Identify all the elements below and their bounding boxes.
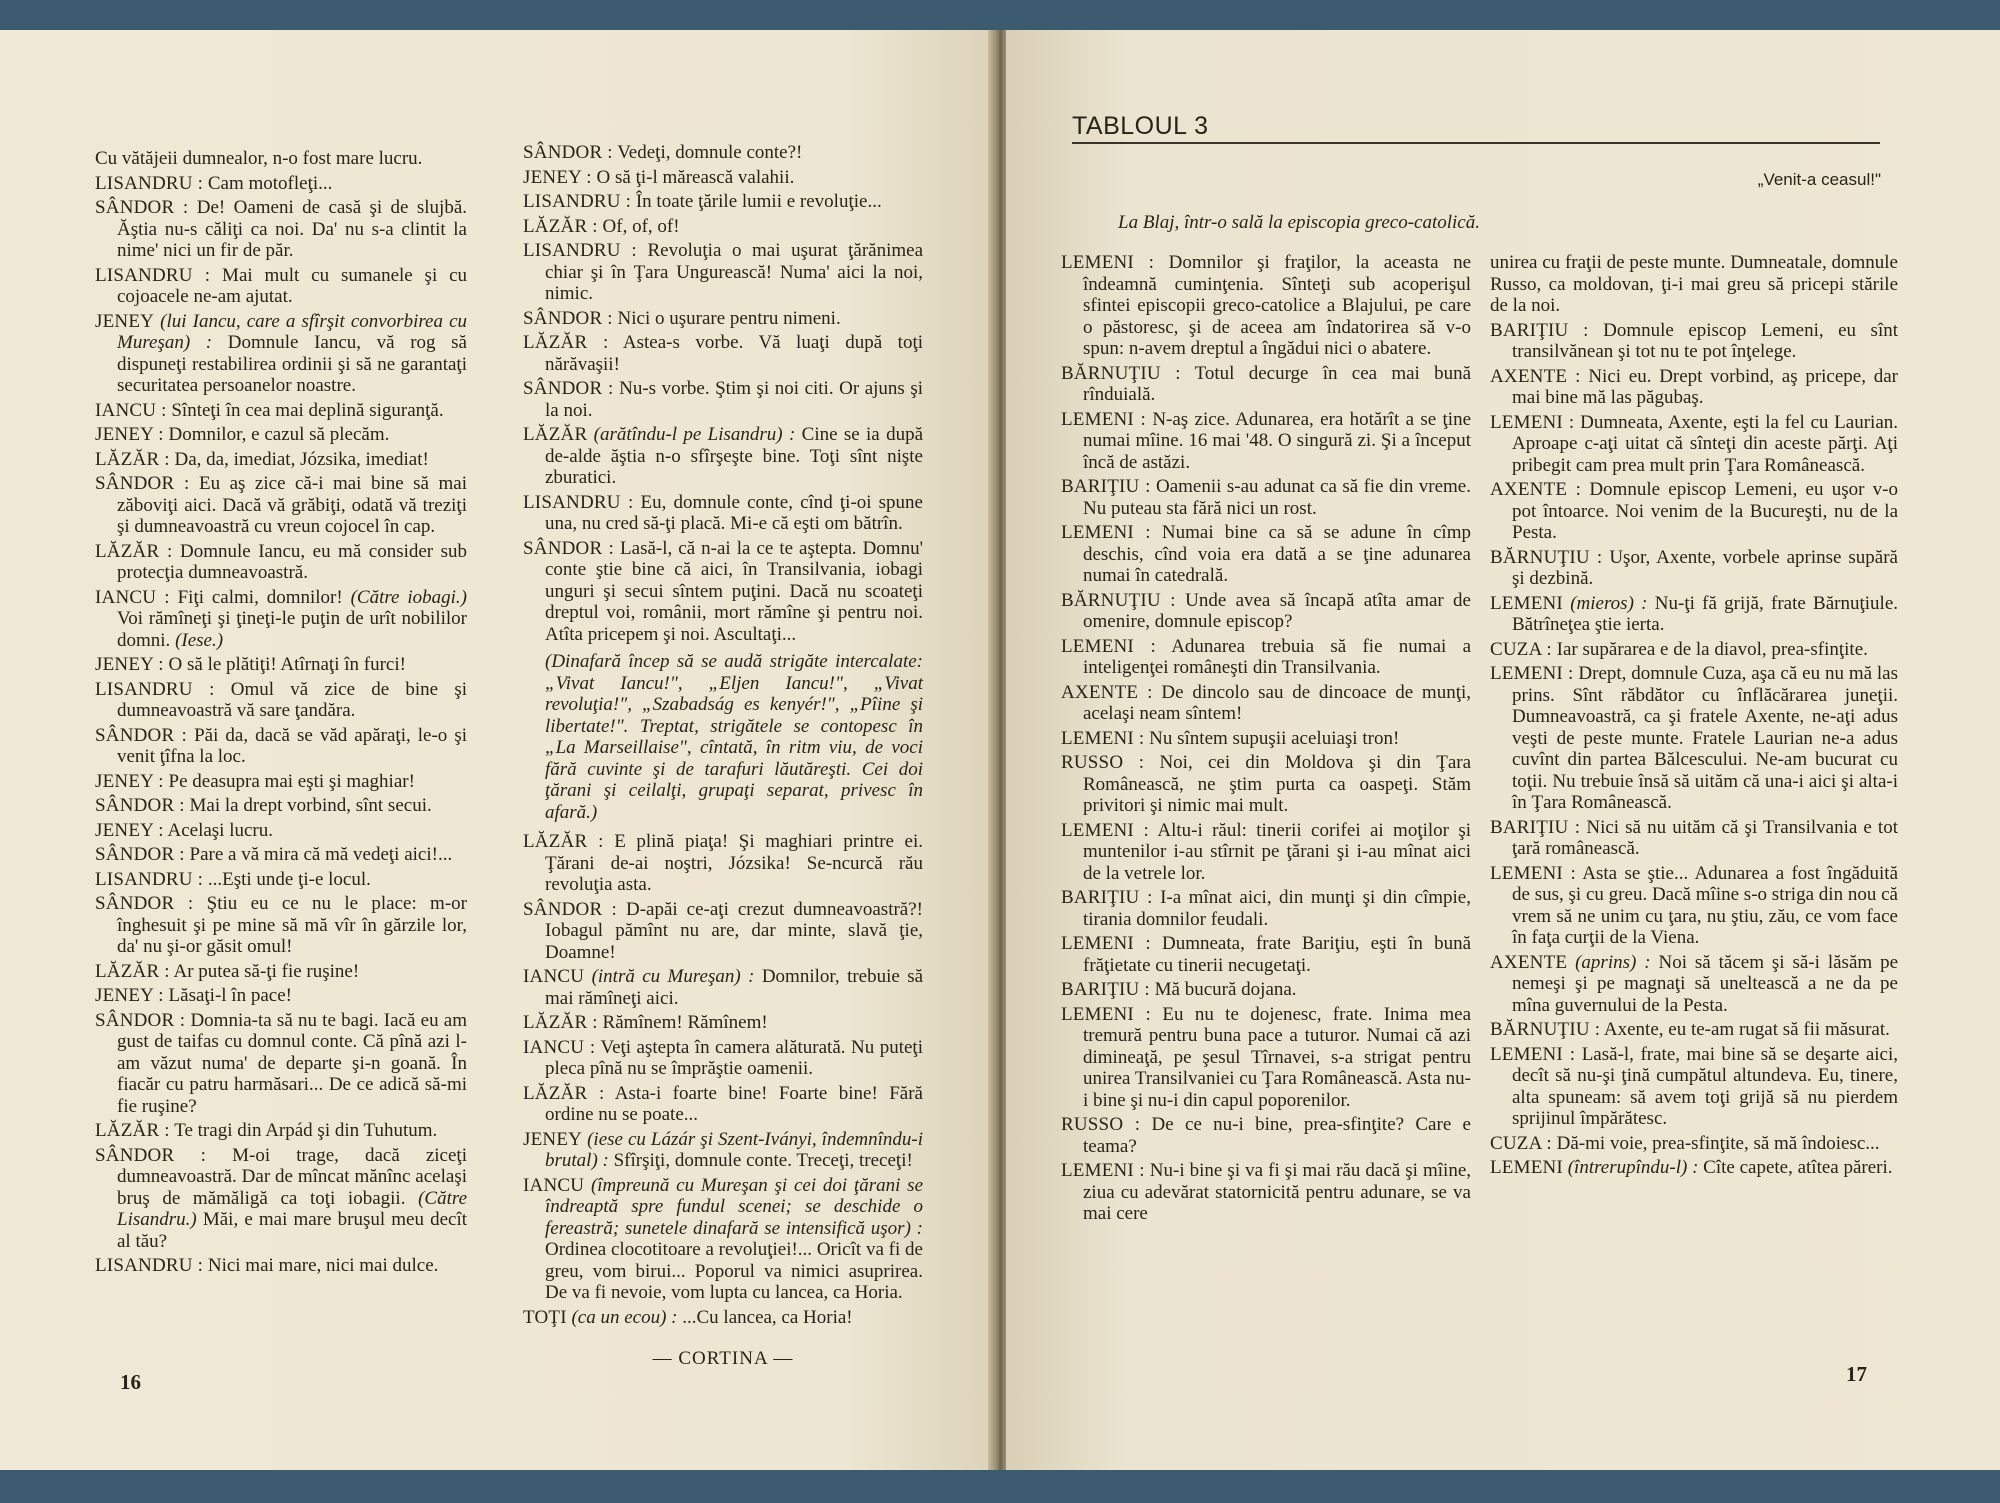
dialogue-line [523,332,923,375]
spoken-text: Iar supărarea e de la diavol, prea-sfinţite. [1556,638,1868,660]
spoken-text: M-oi trage, dacă ziceţi dumneavoastră. Dar de mîncat mănînc acelaşi bruş de mămăligă ca toţi iobagii. [117,1144,467,1209]
dialogue-line [1490,479,1898,544]
dialogue-line [95,449,467,471]
speaker-name: AXENTE : [1061,681,1153,703]
dialogue-line [523,1037,923,1080]
speaker-name: SÂNDOR : [95,724,188,746]
spoken-text: Numai bine ca să se adune în cîmp deschis, cînd voia era dată a se ţine adunarea numai în catedrală. [1083,522,1471,586]
dialogue-line [523,424,923,489]
spoken-text: Domnule Iancu, eu mă consider sub protecţia dumneavoastră. [117,540,468,583]
speaker-name: SÂNDOR : [95,197,189,218]
spoken-text: Domnilor, e cazul să plecăm. [168,424,390,445]
speaker-name: CUZA : [1490,638,1552,660]
speaker-name: LĂZĂR [523,424,588,445]
spoken-text: Astea-s vorbe. Vă luaţi după toţi nărăvaşii! [545,332,924,375]
spoken-text: Nu-ţi fă grijă, frate Bărnuţiule. Bătrîneţea ştie ierta. [1512,592,1899,635]
spoken-text: Dumneata, frate Bariţiu, eşti în bună frăţietate cu tinerii necugetaţi. [1083,933,1472,976]
dialogue-line [1061,728,1471,750]
spoken-text: Axente, eu te-am rugat să fii măsurat. [1603,1019,1890,1040]
speaker-name: JENEY : [95,985,164,1006]
dialogue-line [523,191,923,213]
speaker-name: LISANDRU : [95,172,204,194]
spoken-text: Sfîrşiţi, domnule conte. Treceţi, treceţi! [613,1150,913,1171]
spoken-text: Nu-i bine şi va fi şi mai rău dacă şi mîine, ziua cu adevărat statornicită pentru adunare, se va mai cere [1083,1160,1472,1224]
dialogue-line [523,966,923,1009]
speaker-name: LISANDRU : [95,1255,204,1276]
speaker-name: LĂZĂR : [523,1082,605,1104]
spoken-text: Sînteţi în cea mai deplină siguranţă. [171,399,444,421]
dialogue-line [95,893,467,958]
left-page [0,30,992,1470]
speaker-name: IANCU : [523,1036,596,1058]
spoken-text: Veţi aştepta în camera alăturată. Nu puteţi pleca pînă nu se împrăştie oamenii. [545,1036,923,1079]
dialogue-line [523,1129,923,1172]
stage-direction: (ca un ecou) : [571,1306,678,1328]
speaker-name: LĂZĂR : [523,332,609,353]
spoken-text: Eu, domnule conte, cînd ţi-oi spune una, nu cred să-ţi placă. Mi-e că eşti om bătrîn. [545,491,923,534]
dialogue-line [95,265,467,308]
dialogue-line [95,173,467,195]
dialogue-line [1490,1044,1898,1130]
spoken-text: Lăsaţi-l în pace! [168,985,292,1006]
dialogue-line [523,378,923,421]
speaker-name: JENEY : [95,770,164,792]
speaker-name: LĂZĂR : [95,960,170,982]
speaker-name: CUZA : [1490,1132,1552,1154]
speaker-name: BĂRNUŢIU : [1490,1019,1601,1040]
speaker-name: BARIŢIU : [1061,476,1151,497]
spoken-text: Da, da, imediat, Józsika, imediat! [174,448,429,470]
speaker-name: AXENTE : [1490,365,1581,387]
left-column-b [523,142,923,1389]
spoken-text: Eu aş zice că-i mai bine să mai zăboviţi aici. Dacă vă grăbiţi, odată vă treziţi şi dumneavoastră cu vreun cojocel în cap. [117,473,467,537]
spoken-text: Domnule Iancu, vă rog să dispuneţi restabilirea ordinii şi să ne garantaţi securitatea persoanelor noastre. [117,332,467,396]
spoken-text: O să le plătiţi! Atîrnaţi în furci! [168,654,406,675]
right-column-a [1061,252,1471,1228]
speaker-name: SÂNDOR : [95,1144,207,1166]
dialogue-line [1490,593,1898,636]
speaker-name: LISANDRU : [523,491,634,513]
spoken-text: Noi, cei din Moldova şi din Ţara Românească, ne ştim purta ca oaspeţi. Stăm privitori şi nimic mai mult. [1083,752,1472,816]
spoken-text: Dumneata, Axente, eşti la fel cu Laurian. Aproape c-aţi uitat că sînteţi din aceste părţi. Aţi pribegit cam prea mult prin Ţara Românească. [1512,411,1899,476]
spoken-text: Pe deasupra mai eşti şi maghiar! [168,770,415,792]
spoken-text: Fiţi calmi, domnilor! [177,586,343,608]
speaker-name: LISANDRU : [523,240,637,261]
spoken-text: Nici eu. Drept vorbind, aş pricepe, dar mai bine mă las păgubaş. [1512,365,1898,408]
dialogue-line [523,240,923,305]
spoken-text: O să ţi-l mărească valahii. [596,166,795,188]
stage-direction: (lui Iancu, care a sfîrşit convorbirea cu Mureşan) : [117,310,468,353]
spoken-text: ...Eşti unde ţi-e locul. [207,868,371,890]
spoken-text: De dincolo sau de dincoace de munţi, acelaşi neam sîntem! [1083,681,1471,724]
dialogue-line [523,538,923,646]
speaker-name: LEMENI : [1061,1160,1145,1181]
dialogue-line [523,492,923,535]
spoken-text: Acelaşi lucru. [167,819,273,841]
spoken-text: Asta-i foarte bine! Foarte bine! Fără ordine nu se poate... [545,1082,923,1125]
dialogue-line [1490,952,1898,1017]
dialogue-line [95,820,467,842]
dialogue-line [95,961,467,983]
speaker-name: SÂNDOR : [523,307,613,329]
dialogue-line [95,197,467,262]
dialogue-line [95,1255,467,1277]
speaker-name: BARIŢIU : [1490,816,1581,838]
spoken-text: Domnilor, trebuie să mai rămîneţi aici. [545,966,924,1009]
dialogue-line [1490,1133,1898,1155]
speaker-name: BARIŢIU : [1490,319,1589,341]
spoken-text: D-apăi ce-aţi crezut dumneavoastră?! Iobagul pămînt nu are, dar minte, slavă ţie, Doamne! [545,898,923,963]
speaker-name: LEMENI [1490,592,1563,614]
speaker-name: SÂNDOR : [95,795,185,816]
speaker-name: JENEY : [95,654,164,675]
speaker-name: LEMENI [1490,1157,1563,1178]
spoken-text: Nici să nu uităm că şi Transilvania e tot ţară românească. [1512,816,1898,859]
spoken-text: Eu nu te dojenesc, frate. Inima mea tremură pentru buna pace a tuturor. Numai că azi dimineaţă, pe şesul Tîrnavei, s-a strigat pentru unirea Transilvaniei cu Ţara Românească. Asta nu-i bine şi nu-i din capul poporenilor. [1083,1003,1472,1111]
dialogue-line [1061,1160,1471,1225]
speaker-name: SÂNDOR : [523,537,615,559]
spoken-text: Voi rămîneţi şi ţineţi-le puţin de urît nobililor domni. [117,608,467,651]
speaker-name: SÂNDOR : [95,893,194,914]
dialogue-line [95,725,467,768]
dialogue-line [1061,820,1471,885]
dialogue-line [1490,547,1898,590]
stage-direction: (Iese.) [175,629,224,651]
dialogue-line [1061,590,1471,633]
spoken-text: Mă bucură dojana. [1154,979,1297,1000]
spoken-text: Rămînem! Rămînem! [602,1012,768,1033]
speaker-name: LĂZĂR : [523,831,604,852]
speaker-name: IANCU : [95,399,167,421]
dialogue-line [1061,979,1471,1001]
spoken-text: E plină piaţa! Şi maghiari printre ei. Ţărani de-ai noştri, Józsika! Se-ncurcă rău revoluţia asta. [545,831,923,895]
scene-motto: „Venit-a ceasul!" [1757,170,1881,189]
spoken-text: Uşor, Axente, vorbele aprinse supără şi dezbină. [1512,546,1898,589]
dialogue-line [1490,1157,1898,1179]
dialogue-line [1061,1114,1471,1157]
spoken-text: Cîte capete, atîtea păreri. [1703,1157,1893,1178]
dialogue-line [1061,636,1471,679]
right-page [1006,30,2000,1470]
speaker-name: LEMENI : [1490,862,1576,884]
speaker-name: LEMENI : [1490,1043,1576,1065]
speaker-name: IANCU [523,966,585,987]
dialogue-line [523,1012,923,1034]
spoken-text: Adunarea trebuia să fie numai a inteligenţei româneşti din Transilvania. [1083,635,1472,678]
dialogue-line [523,831,923,896]
spoken-text: Păi da, dacă se văd apăraţi, le-o şi venit ţîfna la loc. [117,724,468,767]
spoken-text: Te tragi din Arpád şi din Tuhutum. [174,1120,438,1141]
stage-direction: (arătîndu-l pe Lisandru) : [593,424,796,445]
dialogue-line [95,795,467,817]
dialogue-line [1061,1004,1471,1112]
dialogue-line [1490,639,1898,661]
dialogue-line [95,311,467,397]
speaker-name: BĂRNUŢIU : [1490,546,1603,568]
speaker-name: LEMENI : [1061,727,1145,749]
dialogue-line [95,844,467,866]
speaker-name: AXENTE [1490,951,1568,973]
speaker-name: BARIŢIU : [1061,887,1153,908]
stage-direction: (Către iobagi.) [350,586,467,608]
spoken-text: Nu sîntem supuşii aceluiaşi tron! [1149,727,1400,749]
stage-direction-block: (Dinafară încep să se audă strigăte intercalate: „Vivat Iancu!", „Eljen Iancu!", „Vivat revoluţia!", „Szabadság es kenyér!", „Pîine şi libertate!". Treptat, strigătele se contopesc în „La Marseillaise", cîntată, în ritm viu, de voci fără cuvinte şi de tarafuri lăutăreşti. Cei doi ţărani şi ceilalţi, grupaţi separat, privesc în afară.) [545,651,923,823]
dialogue-line [1490,320,1898,363]
speaker-name: LĂZĂR : [95,1120,170,1141]
stage-direction: (împreună cu Mureşan şi cei doi ţărani se îndreaptă spre fundul scenei; se deschide o fereastră; sunetele dinafară se intensifică uşor) : [545,1174,923,1239]
speaker-name: LEMENI : [1061,933,1151,954]
dialogue-line [95,985,467,1007]
speaker-name: LISANDRU : [95,678,215,700]
speaker-name: LEMENI : [1061,408,1146,430]
dialogue-line [95,541,467,584]
dialogue-line [523,167,923,189]
speaker-name: BARIŢIU : [1061,979,1150,1000]
continued-text: unirea cu fraţii de peste munte. Dumneatale, domnule Russo, ca moldovan, ţi-i mai greu să pricepi stările de la noi. [1490,252,1898,316]
dialogue-line [1490,817,1898,860]
speaker-name: SÂNDOR : [95,473,190,494]
dialogue-line [523,142,923,164]
spoken-text: Totul decurge în cea mai bună rînduială. [1083,362,1471,405]
spoken-text: Domnilor şi fraţilor, la aceasta ne îndeamnă cuminţenia. Sînteţi sub acoperişul sfintei episcopii greco-catolice a Blajului, pe care o păstoresc, şi de aceea am îndatorirea să v-o spun: n-avem dreptul a îngădui nici o abatere. [1083,252,1472,359]
spoken-text: Of, of, of! [602,215,680,237]
spoken-text: Lasă-l, că n-ai la ce te aştepta. Domnu' conte ştie bine că aici, în Transilvania, iobagi unguri şi secui sîntem puţini. Dacă nu scoateţi dreptul voi, românii, mort rămîne şi pentru noi. Atîta pricepem şi noi. Ascultaţi... [545,537,923,645]
spoken-text: Ştiu eu ce nu le place: m-or înghesuit şi pe mine să mă vîr în gărzile lor, da' nu şi-or găsit omul! [117,893,467,957]
dialogue-line [1490,366,1898,409]
curtain-marker: — CORTINA — [652,1348,794,1369]
speaker-name: LEMENI : [1061,1003,1151,1025]
spoken-text: Nu-s vorbe. Ştim şi noi citi. Or ajuns şi la noi. [545,378,924,421]
speaker-name: JENEY : [95,819,164,841]
speaker-name: LEMENI : [1061,635,1156,657]
spoken-text: Altu-i răul: tinerii corifei ai moţilor şi muntenilor i-au stîrnit pe ţărani şi i-au mînat aici de la vetrele lor. [1083,819,1472,884]
spoken-text: Domnia-ta să nu te bagi. Iacă eu am gust de taifas cu domnul conte. Că pînă azi l-am văzut numa' de departe şi-n goană. În fiacăr cu patru harmăsari... De ce adică să-mi fie ruşine? [117,1009,467,1117]
speaker-name: LISANDRU : [523,191,632,212]
speaker-name: BĂRNUŢIU : [1061,589,1176,611]
spoken-text: Lasă-l, frate, mai bine să se deşarte aici, decît să nu-şi ţină cumpătul altundeva. Eu, tinere, alta spuneam: să avem toţi grijă să nu pierdem sprijinul împărătesc. [1512,1043,1898,1129]
stage-direction: (Către Lisandru.) [117,1187,468,1230]
speaker-name: JENEY [95,310,155,332]
dialogue-line [95,771,467,793]
spoken-text: Drept, domnule Cuza, aşa că eu nu mă las prins. Sînt răbdător cu înflăcărarea juneţii. Dumneavoastră, ca şi fratele Axente, ne-aţi adus veşti de peste munte. Fratele Laurian ne-a adus cuvînt din partea Bălcescului. Ne-am bucurat cu toţii. Nu trebuie însă să uităm că una-i aici şi alta-i în Ţara Românească. [1512,663,1899,813]
spoken-text: De! Oameni de casă şi de slujbă. Ăştia nu-s căliţi ca noi. Da' nu s-a clintit la nime' nici un fir de păr. [117,197,467,261]
stage-direction: (intră cu Mureşan) : [591,966,755,987]
speaker-name: LISANDRU : [95,264,211,286]
speaker-name: LĂZĂR : [523,1012,598,1033]
stage-direction: (mieros) : [1570,592,1648,614]
speaker-name: LĂZĂR : [95,448,170,470]
dialogue-line [1061,409,1471,474]
spoken-text: În toate ţările lumii e revoluţie... [635,191,882,212]
left-column-a [95,148,467,1280]
dialogue-line [523,216,923,238]
dialogue-line [95,1120,467,1142]
speaker-name: SÂNDOR : [95,1009,186,1031]
spoken-text: I-a mînat aici, din munţi şi din cîmpie, tirania domnilor feudali. [1083,887,1471,930]
right-column-b [1490,252,1898,1182]
dialogue-line [1490,412,1898,477]
speaker-name: LEMENI : [1490,411,1575,433]
dialogue-line [523,308,923,330]
dialogue-line [1061,363,1471,406]
speaker-name: BĂRNUŢIU : [1061,362,1181,384]
spoken-text: Cam motofleţi... [207,172,333,194]
page-number-right: 17 [1846,1362,1867,1386]
dialogue-line [1061,752,1471,817]
continued-text: Cu vătăjeii dumnealor, n-o fost mare lucru. [95,148,423,169]
dialogue-line [1490,1019,1898,1041]
spoken-text: Domnule episcop Lemeni, eu uşor v-o pot întoarce. Noi venim de la Bucureşti, nu de la Pesta. [1512,479,1898,543]
speaker-name: LEMENI : [1490,663,1574,684]
speaker-name: IANCU : [95,586,170,608]
speaker-name: JENEY : [523,166,592,188]
speaker-name: TOŢI [523,1306,567,1328]
spoken-text: Ordinea clocotitoare a revoluţiei!... Oricît va fi de greu, vom birui... Poporul va nimici asuprirea. De va fi nevoie, vom lupta cu lancea, ca Horia. [545,1239,923,1303]
dialogue-line [1061,887,1471,930]
spoken-text: Unde avea să încapă atîta amar de omenire, domnule episcop? [1083,589,1471,632]
spoken-text: Omul vă zice de bine şi dumneavoastră vă sare ţandăra. [117,678,468,721]
dialogue-line [1061,252,1471,360]
spoken-text: Nici mai mare, nici mai dulce. [207,1255,439,1276]
speaker-name: LĂZĂR : [523,215,598,237]
spoken-text: Pare a vă mira că mă vedeţi aici!... [189,844,453,865]
dialogue-line [95,869,467,891]
spoken-text: Oamenii s-au adunat ca să fie din vreme. Nu puteau sta fără nici un rost. [1083,476,1471,519]
dialogue-line [95,587,467,652]
dialogue-line [95,654,467,676]
stage-direction: (iese cu Lázár şi Szent-Iványi, îndemnîndu-i brutal) : [545,1128,923,1171]
spoken-text: Nici o uşurare pentru nimeni. [617,307,841,329]
spoken-text: Ar putea să-ţi fie ruşine! [173,960,360,982]
dialogue-line [95,424,467,446]
spoken-text: Revoluţia o mai uşurat ţărănimea chiar şi în Ţara Ungurească! Numa' aici la noi, nimic. [545,240,923,304]
spoken-text: Mai mult cu sumanele şi cu cojoacele ne-am ajutat. [117,264,468,307]
spoken-text: Dă-mi voie, prea-sfinţite, să mă îndoiesc... [1556,1132,1880,1154]
spoken-text: ...Cu lancea, ca Horia! [682,1306,853,1328]
spoken-text: Asta se ştie... Adunarea a fost îngăduită de sus, şi cu greu. Dacă mîine s-o striga din nou că vrem să ne unim cu ţara, nu ştiu, zău, ce vom face în faţa curţii de la Viena. [1512,862,1899,948]
spoken-text: Cine se ia după de-alde ăştia n-o sfîrşeşte bine. Toţi sînt nişte zburatici. [545,424,924,488]
title-rule [1072,142,1880,144]
speaker-name: RUSSO : [1061,1114,1141,1135]
speaker-name: AXENTE : [1490,479,1582,500]
speaker-name: LEMENI : [1061,522,1151,543]
dialogue-line [523,1083,923,1126]
spoken-text: Vedeţi, domnule conte?! [617,142,803,163]
dialogue-line [1061,682,1471,725]
spoken-text: Domnule episcop Lemeni, eu sînt transilvănean şi tot nu te pot înţelege. [1512,319,1898,362]
scene-title: TABLOUL 3 [1072,112,1209,140]
spoken-text: N-aş zice. Adunarea, era hotărît a se ţine numai mîine. 16 mai '48. O singură zi. Şi a început încă de astăzi. [1083,408,1472,473]
dialogue-line [95,473,467,538]
dialogue-line [1061,933,1471,976]
dialogue-line [95,1010,467,1118]
dialogue-line [523,899,923,964]
scene-setting: La Blaj, într-o sală la episcopia greco-catolică. [1118,212,1480,233]
dialogue-line [95,400,467,422]
speaker-name: IANCU [523,1174,585,1196]
dialogue-line [1490,663,1898,814]
speaker-name: SÂNDOR : [523,898,617,920]
dialogue-line [1490,863,1898,949]
speaker-name: JENEY : [95,424,164,445]
speaker-name: LEMENI : [1061,819,1150,841]
speaker-name: SÂNDOR : [523,378,614,399]
spoken-text: Noi să tăcem şi să-i lăsăm pe nemeşi şi pe magnaţi să uneltească a ne da pe mîna guvernului de la Pesta. [1512,951,1899,1016]
spoken-text: De ce nu-i bine, prea-sfinţite? Care e teama? [1083,1114,1471,1157]
speaker-name: SÂNDOR : [95,844,185,865]
dialogue-line [523,1175,923,1304]
speaker-name: SÂNDOR : [523,142,613,163]
dialogue-line [1061,476,1471,519]
speaker-name: JENEY [523,1128,583,1150]
page-number-left: 16 [120,1370,141,1394]
speaker-name: RUSSO : [1061,752,1145,773]
dialogue-line [523,1307,923,1329]
speaker-name: LISANDRU : [95,868,204,890]
dialogue-line [1061,522,1471,587]
speaker-name: LĂZĂR : [95,540,173,562]
stage-direction: (aprins) : [1575,951,1651,973]
dialogue-line [95,1145,467,1253]
spoken-text: Mai la drept vorbind, sînt secui. [189,795,432,816]
speaker-name: LEMENI : [1061,252,1155,273]
stage-direction: (întrerupîndu-l) : [1567,1157,1699,1178]
spoken-text: Măi, e mai mare bruşul meu decît al tău? [117,1209,468,1252]
dialogue-line [95,679,467,722]
